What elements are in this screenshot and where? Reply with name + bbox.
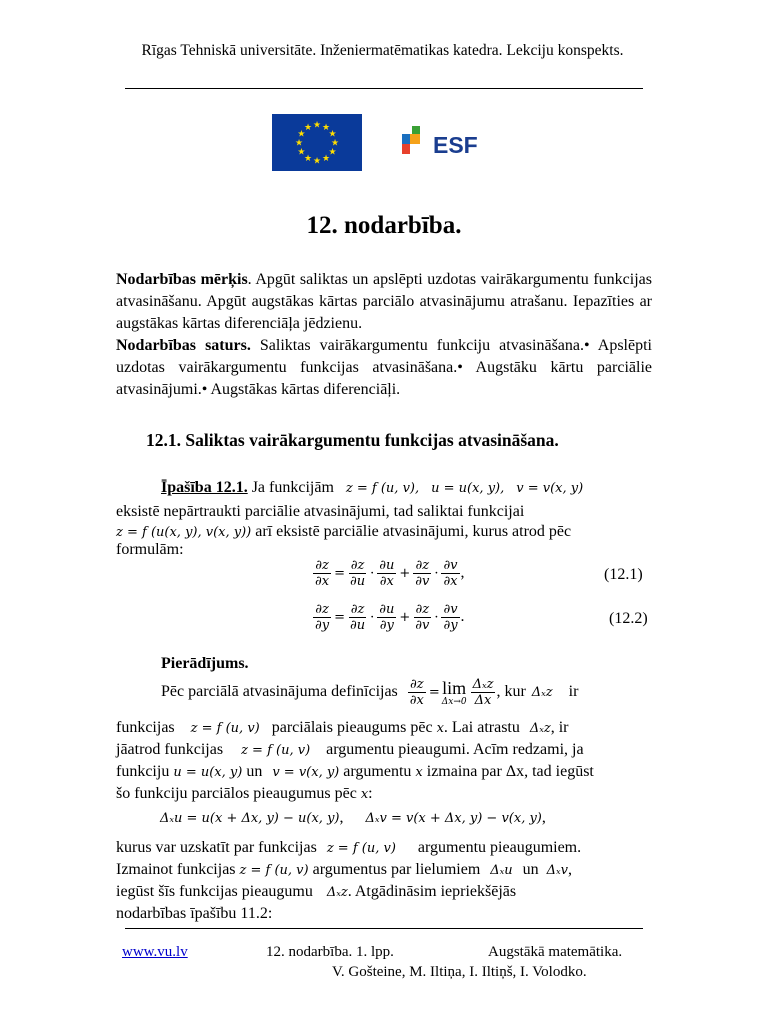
equation-12-1: $\frac{\partial z}{\partial x}$ = $\frac{\partial z}{\partial u}$ · $\frac{\partial u}{\partial x}$ + $\frac{\partial z}{\partial v}$ · $\frac{\partial v}{\partial x}$ , xyxy=(315,558,465,589)
eu-star-icon: ★ xyxy=(312,119,322,130)
proof-line-8: iegūst šīs funkcijas pieaugumu Δₓz. Atgādināsim iepriekšējās xyxy=(116,883,517,900)
footer-link[interactable]: www.vu.lv xyxy=(122,944,188,960)
eu-star-icon: ★ xyxy=(321,121,331,132)
eu-star-icon: ★ xyxy=(297,128,306,139)
property-line-1: Īpašība 12.1. Ja funkcijām z = f (u, v), u = u(x, y), v = v(x, y) xyxy=(161,479,584,496)
proof-line-3: jāatrod funkcijas z = f (u, v) argumentu pieaugumi. Acīm redzami, ja xyxy=(116,741,584,758)
eu-star-icon: ★ xyxy=(312,155,322,166)
property-line-4: formulām: xyxy=(116,541,184,558)
proof-definition-line: Pēc parciālā atvasinājuma definīcijas $\frac{\partial z}{\partial x}$ = lim Δx→0 $\frac{\text{Δₓz}}{\Delta x}$ , kur Δₓz ir xyxy=(161,677,579,708)
eu-star-icon: ★ xyxy=(321,153,331,164)
equation-number-12-1: (12.1) xyxy=(604,566,643,583)
footer-subject: Augstākā matemātika. xyxy=(488,944,623,960)
eu-star-icon: ★ xyxy=(303,121,313,132)
proof-line-9: nodarbības īpašību 11.2: xyxy=(116,905,273,922)
property-line-2: eksistē nepārtraukti parciālie atvasinājumi, tad saliktai funkcijai xyxy=(116,503,525,520)
eu-star-icon: ★ xyxy=(303,153,313,164)
property-label: Īpašība 12.1. xyxy=(161,479,248,496)
esf-logo-text: ESF xyxy=(433,132,478,158)
proof-line-2: funkcijas z = f (u, v) parciālais pieaugums pēc x. Lai atrastu Δₓz, ir xyxy=(116,719,569,736)
goal-label: Nodarbības mērķis xyxy=(116,271,248,288)
footer-authors: V. Gošteine, M. Iltiņa, I. Iltiņš, I. Volodko. xyxy=(332,964,587,980)
footer-rule xyxy=(125,928,643,929)
proof-line-5: šo funkciju parciālos pieaugumus pēc x: xyxy=(116,785,373,802)
eu-star-icon: ★ xyxy=(297,146,306,157)
property-line-3: z = f (u(x, y), v(x, y)) arī eksistē parciālie atvasinājumi, kurus atrod pēc xyxy=(116,523,572,540)
eu-star-icon: ★ xyxy=(328,146,337,157)
equation-number-12-2: (12.2) xyxy=(609,610,648,627)
eu-flag-logo xyxy=(272,114,362,171)
header-rule xyxy=(125,88,643,89)
proof-line-6: kurus var uzskatīt par funkcijas z = f (u, v) argumentu pieaugumiem. xyxy=(116,839,582,856)
eu-star-icon: ★ xyxy=(328,128,337,139)
increment-formulas: Δₓu = u(x + Δx, y) − u(x, y), Δₓv = v(x + Δx, y) − v(x, y), xyxy=(160,809,546,826)
content-label: Nodarbības saturs. xyxy=(116,337,251,354)
content-text: Saliktas vairākargumentu funkciju atvasināšana.• Apslēpti uzdotas vairākargumentu funkcijas atvasināšana.• Augstāku kārtu parciālie atvasinājumi.• Augstākas kārtas diferenciāļi. xyxy=(116,337,652,398)
page-title: 12. nodarbība. xyxy=(306,212,462,239)
esf-logo xyxy=(400,122,480,162)
eu-star-icon: ★ xyxy=(294,137,304,148)
eu-star-icon: ★ xyxy=(330,137,340,148)
proof-heading: Pierādījums. xyxy=(161,655,249,672)
footer-page: 12. nodarbība. 1. lpp. xyxy=(266,944,394,960)
proof-line-4: funkciju u = u(x, y) un v = v(x, y) argumentu x izmaina par Δx, tad iegūst xyxy=(116,763,594,780)
proof-line-7: Izmainot funkcijas z = f (u, v) argumentus par lielumiem Δₓu un Δₓv, xyxy=(116,861,573,878)
intro-block xyxy=(116,269,652,401)
section-title: 12.1. Saliktas vairākargumentu funkcijas atvasināšana. xyxy=(146,430,559,450)
goal-text: . Apgūt saliktas un apslēpti uzdotas vairākargumentu funkcijas atvasināšanu. Apgūt augstākas kārtas parciālo atvasinājumu atrašanu. Iepazīties ar augstākas kārtas diferenciāļa jēdzienu. xyxy=(116,271,652,332)
equation-12-2: $\frac{\partial z}{\partial y}$ = $\frac{\partial z}{\partial u}$ · $\frac{\partial u}{\partial y}$ + $\frac{\partial z}{\partial v}$ · $\frac{\partial v}{\partial y}$ . xyxy=(315,602,465,633)
page-header: Rīgas Tehniskā universitāte. Inženiermatēmatikas katedra. Lekciju konspekts. xyxy=(141,42,624,59)
